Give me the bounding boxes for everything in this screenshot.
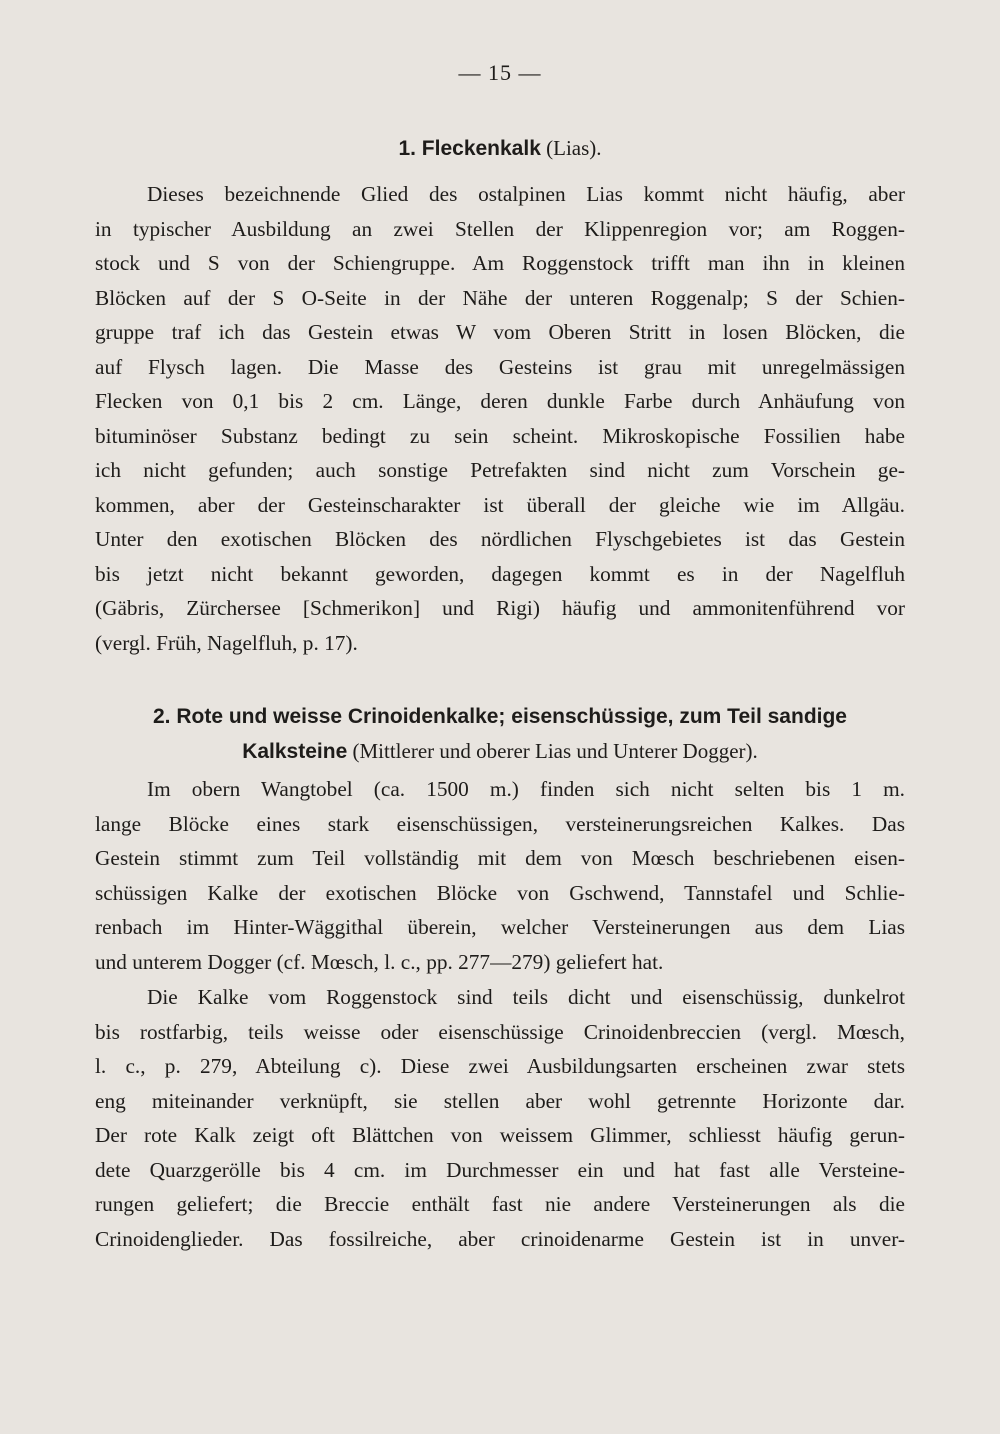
text-line: kommen, aber der Gesteinscharakter ist überall der gleiche wie im Allgäu. [95, 492, 905, 517]
text-line: bis jetzt nicht bekannt geworden, dagegen kommt es in der Nagelfluh [95, 561, 905, 586]
text-line: ich nicht gefunden; auch sonstige Petrefakten sind nicht zum Vorschein ge- [95, 458, 905, 482]
section-2-heading [0, 700, 1000, 769]
text-line: (Gäbris, Zürchersee [Schmerikon] und Rigi) häufig und ammonitenführend vor [95, 596, 905, 620]
text-line: Gestein stimmt zum Teil vollständig mit dem von Mœsch beschriebenen eisen- [95, 846, 905, 870]
text-line: Flecken von 0,1 bis 2 cm. Länge, deren dunkle Farbe durch Anhäufung von [95, 389, 905, 413]
text-line: Crinoidenglieder. Das fossilreiche, aber crinoidenarme Gestein ist in unver- [95, 1226, 905, 1251]
section-1-paragraph [95, 177, 905, 660]
text-line: Blöcken auf der S O-Seite in der Nähe der unteren Roggenalp; S der Schien- [95, 285, 905, 310]
section-2-paragraph-1 [95, 772, 905, 979]
text-line: Dieses bezeichnende Glied des ostalpinen Lias kommt nicht häufig, aber [147, 182, 905, 206]
text-line: Im obern Wangtobel (ca. 1500 m.) finden sich nicht selten bis 1 m. [147, 777, 905, 801]
section-1-heading [0, 136, 1000, 161]
text-line: l. c., p. 279, Abteilung c). Diese zwei Ausbildungsarten erscheinen zwar stets [95, 1054, 905, 1078]
text-line: renbach im Hinter-Wäggithal überein, welcher Versteinerungen aus dem Lias [95, 915, 905, 939]
text-line: auf Flysch lagen. Die Masse des Gesteins ist grau mit unregelmässigen [95, 354, 905, 379]
section-2-heading-line-1: 2. Rote und weisse Crinoidenkalke; eisenschüssige, zum Teil sandige [153, 705, 847, 728]
text-line: Der rote Kalk zeigt oft Blättchen von weissem Glimmer, schliesst häufig gerun- [95, 1123, 905, 1147]
section-2-heading-bold: Kalksteine [242, 740, 348, 763]
text-line: (vergl. Früh, Nagelfluh, p. 17). [95, 630, 358, 655]
text-line: gruppe traf ich das Gestein etwas W vom Oberen Stritt in losen Blöcken, die [95, 320, 905, 344]
page-number: — 15 — [458, 60, 542, 85]
section-2-heading-line-2 [0, 734, 1000, 769]
section-1-heading-bold: 1. Fleckenkalk [398, 137, 541, 160]
text-line: eng miteinander verknüpft, sie stellen aber wohl getrennte Horizonte dar. [95, 1088, 905, 1113]
text-line: in typischer Ausbildung an zwei Stellen der Klippenregion vor; am Roggen- [95, 216, 905, 241]
text-line: rungen geliefert; die Breccie enthält fast nie andere Versteinerungen als die [95, 1192, 905, 1216]
text-line: stock und S von der Schiengruppe. Am Roggenstock trifft man ihn in kleinen [95, 251, 905, 275]
text-line: bis rostfarbig, teils weisse oder eisenschüssige Crinoidenbreccien (vergl. Mœsch, [95, 1019, 905, 1044]
text-line: und unterem Dogger (cf. Mœsch, l. c., pp. 277—279) geliefert hat. [95, 949, 664, 974]
section-1-heading-rest: (Lias). [540, 136, 602, 160]
text-line: dete Quarzgerölle bis 4 cm. im Durchmesser ein und hat fast alle Versteine- [95, 1157, 905, 1182]
section-2-paragraph-2 [95, 980, 905, 1256]
text-line: schüssigen Kalke der exotischen Blöcke von Gschwend, Tannstafel und Schlie- [95, 880, 905, 905]
text-line: Die Kalke vom Roggenstock sind teils dicht und eisenschüssig, dunkelrot [147, 985, 905, 1009]
text-line: Unter den exotischen Blöcken des nördlichen Flyschgebietes ist das Gestein [95, 527, 905, 551]
section-2-heading-rest: (Mittlerer und oberer Lias und Unterer Dogger). [347, 739, 758, 763]
text-line: lange Blöcke eines stark eisenschüssigen, versteinerungsreichen Kalkes. Das [95, 811, 905, 836]
text-line: bituminöser Substanz bedingt zu sein scheint. Mikroskopische Fossilien habe [95, 423, 905, 448]
